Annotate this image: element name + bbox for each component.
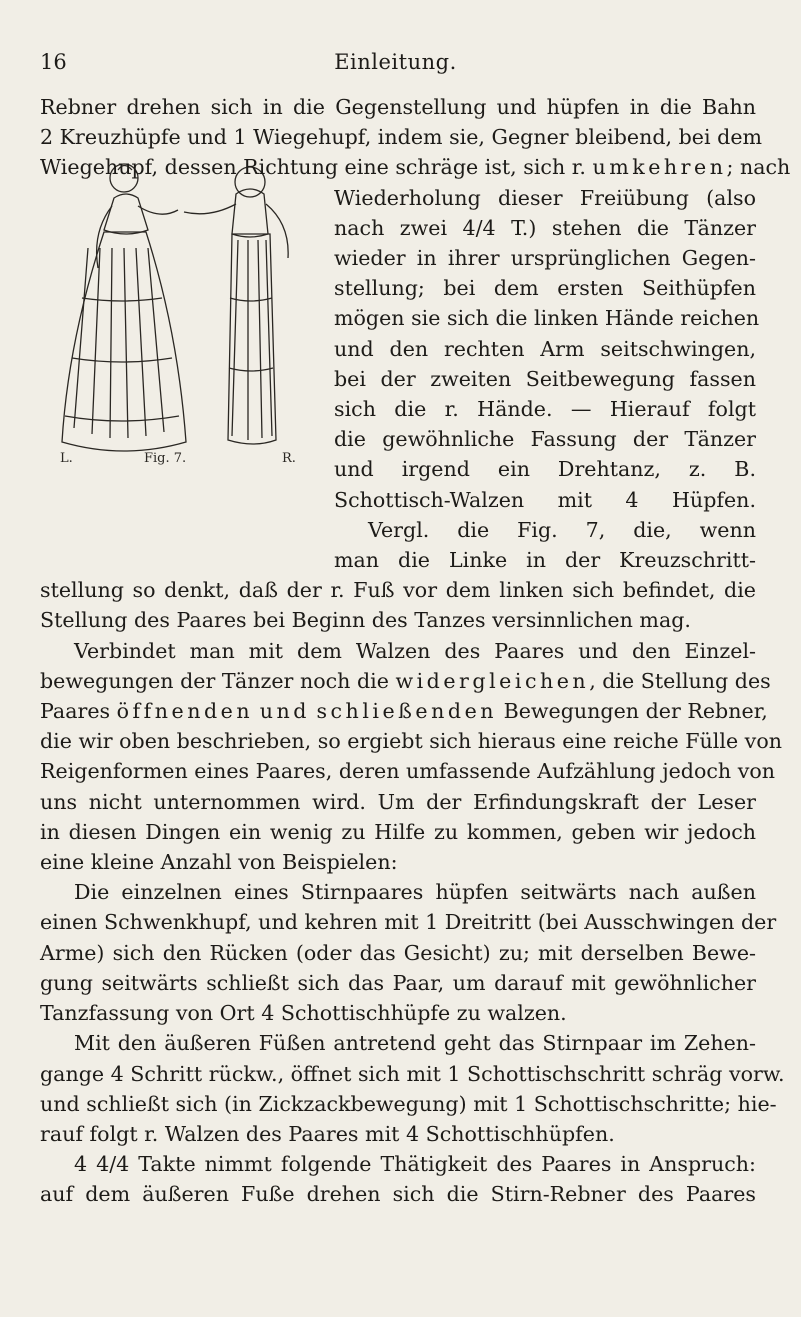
text-line: stellung so denkt, daß der r. Fuß vor dem linken sich befindet, die <box>40 578 756 603</box>
spaced-emphasis: und <box>259 699 310 724</box>
body-text <box>40 92 791 1210</box>
page-header <box>40 50 751 82</box>
text-line: Stellung des Paares bei Beginn des Tanzes versinnlichen mag. <box>40 608 691 633</box>
text-line: Wiegehupf, dessen Richtung eine schräge ist, sich r. umkehren; nach <box>40 155 791 180</box>
spaced-emphasis: schließenden <box>316 699 498 724</box>
text-line: Schottisch-Walzen mit 4 Hüpfen. <box>334 487 756 512</box>
text-line: Verbindet man mit dem Walzen des Paares und den Einzel- <box>74 638 756 663</box>
text-line: Paares öffnenden und schließenden Bewegungen der Rebner, <box>40 699 768 724</box>
running-title: Einleitung. <box>334 50 457 74</box>
text-line: Reigenformen eines Paares, deren umfassende Aufzählung jedoch von <box>40 759 776 784</box>
caption-right: R. <box>282 451 296 466</box>
text-line: uns nicht unternommen wird. Um der Erfindungskraft der Leser <box>40 789 756 814</box>
figure-caption: Fig. 7. <box>144 451 187 466</box>
text-line: Wiederholung dieser Freiübung (also <box>334 185 756 210</box>
text-line: Mit den äußeren Füßen antretend geht das Stirnpaar im Zehen- <box>74 1031 756 1056</box>
text-line: man die Linke in der Kreuzschritt- <box>334 548 756 573</box>
text-line: Vergl. die Fig. 7, die, wenn <box>368 517 756 542</box>
caption-left: L. <box>60 451 73 466</box>
spaced-emphasis: öffnenden <box>116 699 254 724</box>
text-line: Tanzfassung von Ort 4 Schottischhüpfe zu walzen. <box>40 1001 567 1026</box>
text-line: sich die r. Hände. — Hierauf folgt <box>334 397 756 422</box>
text-line: wieder in ihrer ursprünglichen Gegen- <box>334 246 756 271</box>
text-line: rauf folgt r. Walzen des Paares mit 4 Schottischhüpfen. <box>40 1121 615 1146</box>
text-line: 4 4/4 Takte nimmt folgende Thätigkeit des Paares in Anspruch: <box>74 1152 756 1177</box>
text-line: einen Schwenkhupf, und kehren mit 1 Dreitritt (bei Ausschwingen der <box>40 910 777 935</box>
text-line: bewegungen der Tänzer noch die widergleichen, die Stellung des <box>40 668 771 693</box>
text-line: eine kleine Anzahl von Beispielen: <box>40 850 398 875</box>
text-line: Rebner drehen sich in die Gegenstellung und hüpfen in die Bahn <box>40 95 756 119</box>
text-line: gung seitwärts schließt sich das Paar, um darauf mit gewöhnlicher <box>40 970 756 995</box>
spaced-emphasis: umkehren <box>592 155 727 180</box>
text-line: 2 Kreuzhüpfe und 1 Wiegehupf, indem sie, Gegner bleibend, bei dem <box>40 125 763 150</box>
text-line: und schließt sich (in Zickzackbewegung) mit 1 Schottischschritte; hie- <box>40 1091 777 1116</box>
text-line: in diesen Dingen ein wenig zu Hilfe zu kommen, geben wir jedoch <box>40 819 756 844</box>
text-line: und den rechten Arm seitschwingen, <box>334 336 756 361</box>
text-line: die wir oben beschrieben, so ergiebt sich hieraus eine reiche Fülle von <box>40 729 782 754</box>
text-line: stellung; bei dem ersten Seithüpfen <box>334 276 756 301</box>
text-line: nach zwei 4/4 T.) stehen die Tänzer <box>334 215 756 240</box>
text-line: auf dem äußeren Fuße drehen sich die Stirn-Rebner des Paares <box>40 1182 756 1207</box>
text-line: gange 4 Schritt rückw., öffnet sich mit 1 Schottischschritt schräg vorw. <box>40 1061 785 1086</box>
text-line: mögen sie sich die linken Hände reichen <box>334 306 760 331</box>
text-line: die gewöhnliche Fassung der Tänzer <box>334 427 756 452</box>
text-line: und irgend ein Drehtanz, z. B. <box>334 457 756 482</box>
spaced-emphasis: widergleichen <box>395 668 590 693</box>
page-number: 16 <box>40 50 67 74</box>
text-line: Arme) sich den Rücken (oder das Gesicht) zu; mit derselben Bewe- <box>40 940 756 965</box>
text-line: bei der zweiten Seitbewegung fassen <box>334 366 756 391</box>
text-line: Die einzelnen eines Stirnpaares hüpfen seitwärts nach außen <box>74 880 756 905</box>
